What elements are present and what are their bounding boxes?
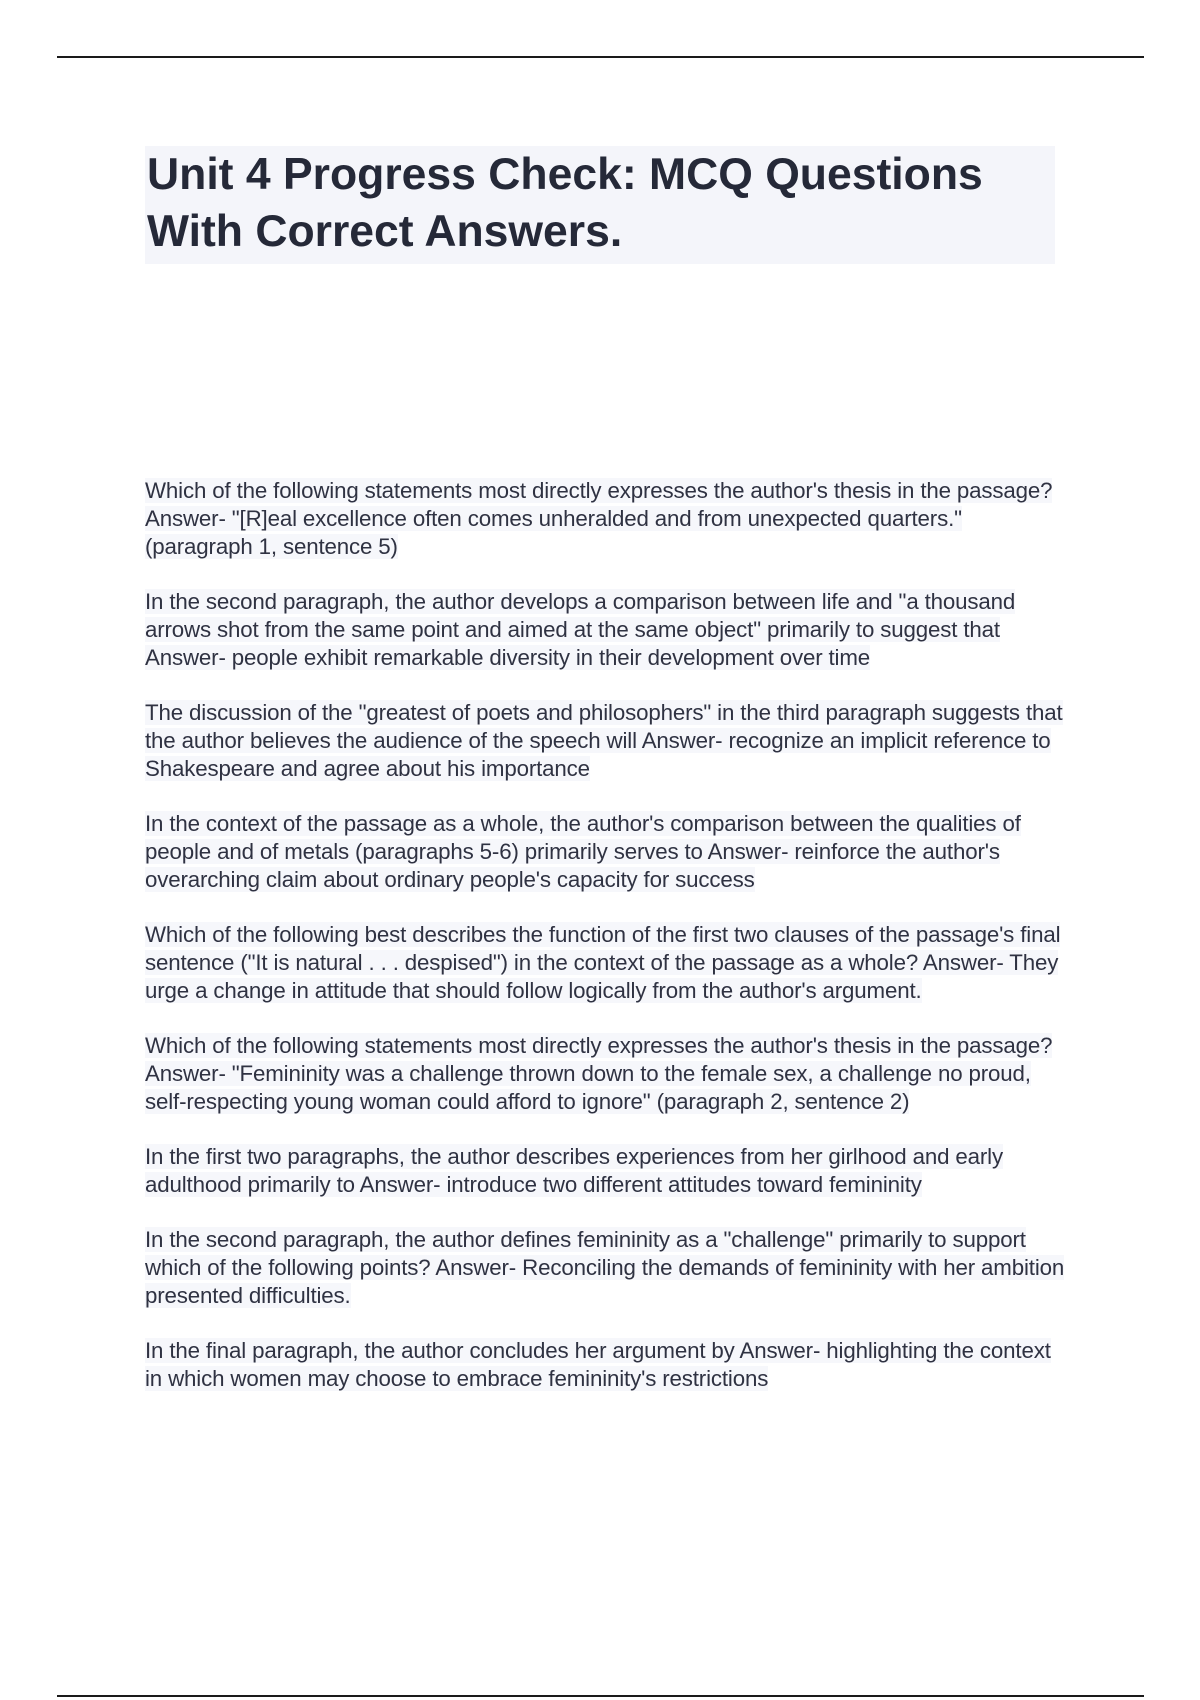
qa-item-4 bbox=[145, 810, 1065, 894]
page-title-line-1: Unit 4 Progress Check: MCQ Questions bbox=[147, 150, 983, 199]
qa-text: In the context of the passage as a whole, the author's comparison between the qualities of people and of metals (paragraphs 5-6) primarily serves to Answer- reinforce the author's overarching claim about ordinary people's capacity for success bbox=[145, 811, 1021, 892]
qa-item-2 bbox=[145, 588, 1065, 672]
bottom-rule bbox=[57, 1695, 1144, 1697]
qa-text: The discussion of the "greatest of poets and philosophers" in the third paragraph suggests that the author believes the audience of the speech will Answer- recognize an implicit reference to Shakespeare and agree about his importance bbox=[145, 700, 1063, 781]
qa-item-3 bbox=[145, 699, 1065, 783]
top-rule bbox=[57, 56, 1144, 58]
title-block bbox=[145, 146, 1055, 264]
question-answer-list bbox=[145, 477, 1065, 1420]
page-title bbox=[147, 146, 1053, 260]
qa-text: In the second paragraph, the author defines femininity as a "challenge" primarily to support which of the following points? Answer- Reconciling the demands of femininity with her ambition presented difficulties. bbox=[145, 1227, 1065, 1308]
qa-item-7 bbox=[145, 1143, 1065, 1199]
qa-text: Which of the following best describes the function of the first two clauses of the passage's final sentence ("It is natural . . . despised") in the context of the passage as a whole? Answer- They urge a change in attitude that should follow logically from the author's argument. bbox=[145, 922, 1061, 1003]
qa-text: Which of the following statements most directly expresses the author's thesis in the passage? Answer- "Femininity was a challenge thrown down to the female sex, a challenge no proud, self-respecting young woman could afford to ignore" (paragraph 2, sentence 2) bbox=[145, 1033, 1053, 1114]
qa-item-8 bbox=[145, 1226, 1065, 1310]
qa-text: Which of the following statements most directly expresses the author's thesis in the passage? Answer- "[R]eal excellence often comes unheralded and from unexpected quarters." (paragraph 1, sentence 5) bbox=[145, 478, 1053, 559]
qa-text: In the final paragraph, the author concludes her argument by Answer- highlighting the context in which women may choose to embrace femininity's restrictions bbox=[145, 1338, 1051, 1391]
qa-text: In the first two paragraphs, the author describes experiences from her girlhood and early adulthood primarily to Answer- introduce two different attitudes toward femininity bbox=[145, 1144, 1003, 1197]
qa-item-9 bbox=[145, 1337, 1065, 1393]
qa-item-5 bbox=[145, 921, 1065, 1005]
page-title-line-2: With Correct Answers. bbox=[147, 207, 623, 256]
qa-text: In the second paragraph, the author develops a comparison between life and "a thousand arrows shot from the same point and aimed at the same object" primarily to suggest that Answer- people exhibit remarkable diversity in their development over time bbox=[145, 589, 1016, 670]
qa-item-6 bbox=[145, 1032, 1065, 1116]
qa-item-1 bbox=[145, 477, 1065, 561]
